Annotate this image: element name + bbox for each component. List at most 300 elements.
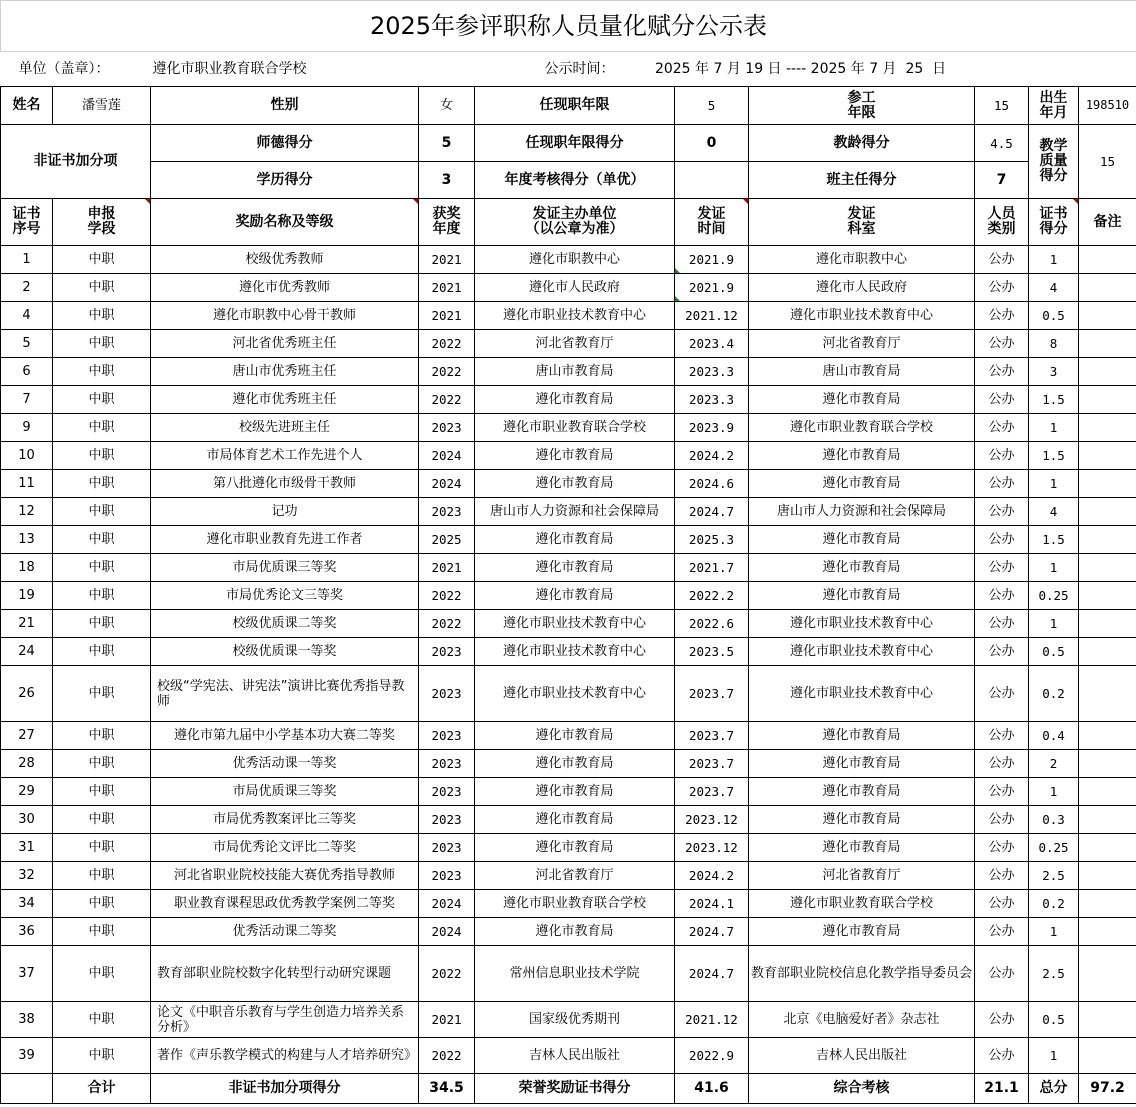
cert-no: 29 [1,778,53,806]
stage: 中职 [53,666,151,722]
table-row [1,778,1136,806]
ethics-value: 5 [419,125,475,162]
issue-date: 2023.12 [675,806,749,834]
remark [1079,274,1136,302]
cert-no: 1 [1,246,53,274]
total-label: 合计 [53,1074,151,1104]
award-year: 2022 [419,946,475,1002]
remark [1079,1038,1136,1074]
cert-score: 1.5 [1029,442,1079,470]
table-row [1,330,1136,358]
name-value: 潘雪莲 [53,87,151,125]
table-row [1,666,1136,722]
unit-label: 单位（盖章）： [1,52,151,87]
cert-score: 1 [1029,554,1079,582]
issue-date: 2021.12 [675,302,749,330]
award-year: 2023 [419,778,475,806]
page-title: 2025年参评职称人员量化赋分公示表 [1,1,1136,52]
issue-date: 2023.9 [675,414,749,442]
stage: 中职 [53,358,151,386]
staff-type: 公办 [975,358,1029,386]
stage: 中职 [53,442,151,470]
stage: 中职 [53,806,151,834]
stage: 中职 [53,834,151,862]
award-year: 2025 [419,526,475,554]
stage: 中职 [53,526,151,554]
award-name: 市局优秀教案评比三等奖 [151,806,419,834]
award-year: 2022 [419,1038,475,1074]
issuer: 遵化市教育局 [475,582,675,610]
issuing-dept: 河北省教育厅 [749,330,975,358]
remark [1079,442,1136,470]
award-year: 2021 [419,274,475,302]
award-year: 2022 [419,358,475,386]
name-label: 姓名 [1,87,53,125]
cert-score: 1 [1029,246,1079,274]
col-header-dept: 发证 科室 [749,199,975,246]
headteacher-label: 班主任得分 [749,162,975,199]
issue-date: 2023.3 [675,358,749,386]
cert-score: 2 [1029,750,1079,778]
award-name: 市局优秀论文三等奖 [151,582,419,610]
cert-score: 1 [1029,414,1079,442]
table-row [1,862,1136,890]
remark [1079,862,1136,890]
issuing-dept: 遵化市教育局 [749,554,975,582]
notice-label: 公示时间： [544,60,615,77]
cert-score: 0.25 [1029,834,1079,862]
cert-no: 7 [1,386,53,414]
award-year: 2024 [419,890,475,918]
award-name: 市局优秀论文评比二等奖 [151,834,419,862]
issuer: 遵化市教育局 [475,470,675,498]
table-row [1,1038,1136,1074]
issuer: 遵化市人民政府 [475,274,675,302]
stage: 中职 [53,414,151,442]
remark [1079,358,1136,386]
issue-date: 2021.9 [675,246,749,274]
issue-date: 2023.7 [675,750,749,778]
issue-date: 2021.9 [675,274,749,302]
table-row [1,750,1136,778]
remark [1079,834,1136,862]
issue-date: 2024.6 [675,470,749,498]
stage: 中职 [53,302,151,330]
gender-value: 女 [419,87,475,125]
seniority-label: 教龄得分 [749,125,975,162]
stage: 中职 [53,610,151,638]
issuing-dept: 教育部职业院校信息化教学指导委员会 [749,946,975,1002]
cert-score: 2.5 [1029,862,1079,890]
table-row [1,946,1136,1002]
cert-score: 8 [1029,330,1079,358]
remark [1079,946,1136,1002]
issue-date: 2023.4 [675,330,749,358]
cert-score: 0.4 [1029,722,1079,750]
sum-label: 总分 [1029,1074,1079,1104]
cert-no: 38 [1,1002,53,1038]
issuing-dept: 遵化市职业教育联合学校 [749,414,975,442]
cert-no: 19 [1,582,53,610]
col-header-award: 奖励名称及等级 [151,199,419,246]
award-name: 河北省优秀班主任 [151,330,419,358]
issuer: 遵化市职业教育联合学校 [475,890,675,918]
cert-score: 0.5 [1029,638,1079,666]
issue-date: 2021.7 [675,554,749,582]
tenure-score-value: 0 [675,125,749,162]
award-year: 2024 [419,470,475,498]
table-row [1,302,1136,330]
issue-date: 2022.2 [675,582,749,610]
staff-type: 公办 [975,806,1029,834]
issuing-dept: 遵化市教育局 [749,722,975,750]
issue-date: 2024.2 [675,862,749,890]
issuer: 国家级优秀期刊 [475,1002,675,1038]
award-name: 遵化市优秀班主任 [151,386,419,414]
table-row [1,470,1136,498]
stage: 中职 [53,946,151,1002]
cert-no: 28 [1,750,53,778]
issuer: 遵化市职业技术教育中心 [475,610,675,638]
tenure-value: 5 [675,87,749,125]
remark [1079,246,1136,274]
cert-score: 4 [1029,274,1079,302]
remark [1079,1002,1136,1038]
award-name: 著作《声乐教学模式的构建与人才培养研究》 [151,1038,419,1074]
award-year: 2023 [419,666,475,722]
issuer: 遵化市职业技术教育中心 [475,302,675,330]
remark [1079,638,1136,666]
cert-no: 6 [1,358,53,386]
cert-no: 5 [1,330,53,358]
award-year: 2024 [419,442,475,470]
remark [1079,498,1136,526]
stage: 中职 [53,862,151,890]
award-name: 校级先进班主任 [151,414,419,442]
remark [1079,778,1136,806]
stage: 中职 [53,498,151,526]
cert-no: 11 [1,470,53,498]
cert-no: 30 [1,806,53,834]
ethics-label: 师德得分 [151,125,419,162]
tenure-score-label: 任现职年限得分 [475,125,675,162]
footer-blank [1,1074,53,1104]
issuing-dept: 遵化市教育局 [749,526,975,554]
stage: 中职 [53,750,151,778]
staff-type: 公办 [975,330,1029,358]
issuer: 遵化市教育局 [475,918,675,946]
issuing-dept: 遵化市职教中心 [749,246,975,274]
issuing-dept: 遵化市教育局 [749,750,975,778]
staff-type: 公办 [975,834,1029,862]
issuer: 遵化市职业技术教育中心 [475,666,675,722]
staff-type: 公办 [975,470,1029,498]
headteacher-value: 7 [975,162,1029,199]
award-year: 2023 [419,498,475,526]
issuing-dept: 遵化市职业技术教育中心 [749,638,975,666]
issuer: 河北省教育厅 [475,862,675,890]
award-year: 2021 [419,1002,475,1038]
issuing-dept: 吉林人民出版社 [749,1038,975,1074]
issue-date: 2024.7 [675,918,749,946]
issue-date: 2024.1 [675,890,749,918]
noncert-total-value: 34.5 [419,1074,475,1104]
cert-no: 32 [1,862,53,890]
staff-type: 公办 [975,414,1029,442]
birth-value: 198510 [1079,87,1136,125]
staff-type: 公办 [975,750,1029,778]
table-row [1,918,1136,946]
issue-date: 2025.3 [675,526,749,554]
cert-score: 1 [1029,918,1079,946]
table-row [1,386,1136,414]
cert-no: 18 [1,554,53,582]
staff-type: 公办 [975,526,1029,554]
staff-type: 公办 [975,666,1029,722]
table-row [1,638,1136,666]
issuing-dept: 遵化市教育局 [749,470,975,498]
col-header-remark: 备注 [1079,199,1136,246]
award-name: 遵化市职教中心骨干教师 [151,302,419,330]
issue-date: 2023.12 [675,834,749,862]
issuer: 遵化市职业技术教育中心 [475,638,675,666]
cert-no: 31 [1,834,53,862]
table-row [1,554,1136,582]
stage: 中职 [53,890,151,918]
award-year: 2023 [419,750,475,778]
award-name: 遵化市第九届中小学基本功大赛二等奖 [151,722,419,750]
remark [1079,414,1136,442]
stage: 中职 [53,722,151,750]
issuing-dept: 遵化市职业教育联合学校 [749,890,975,918]
cert-no: 26 [1,666,53,722]
issuing-dept: 遵化市教育局 [749,778,975,806]
cert-score: 1.5 [1029,526,1079,554]
stage: 中职 [53,1038,151,1074]
sum-value: 97.2 [1079,1074,1136,1104]
issue-date: 2024.7 [675,498,749,526]
remark [1079,386,1136,414]
cert-score: 0.25 [1029,582,1079,610]
cert-no: 12 [1,498,53,526]
stage: 中职 [53,918,151,946]
cert-score: 2.5 [1029,946,1079,1002]
annual-value [675,162,749,199]
honor-total-value: 41.6 [675,1074,749,1104]
award-year: 2023 [419,806,475,834]
award-name: 记功 [151,498,419,526]
award-year: 2021 [419,246,475,274]
award-year: 2024 [419,918,475,946]
stage: 中职 [53,582,151,610]
issue-date: 2024.2 [675,442,749,470]
staff-type: 公办 [975,582,1029,610]
edu-label: 学历得分 [151,162,419,199]
unit-name: 遵化市职业教育联合学校 [151,52,475,87]
table-row [1,526,1136,554]
cert-score: 0.2 [1029,890,1079,918]
staff-type: 公办 [975,1038,1029,1074]
issuer: 遵化市教育局 [475,554,675,582]
remark [1079,554,1136,582]
remark [1079,722,1136,750]
issuing-dept: 遵化市人民政府 [749,274,975,302]
issue-date: 2024.7 [675,946,749,1002]
honor-total-label: 荣誉奖励证书得分 [475,1074,675,1104]
staff-type: 公办 [975,442,1029,470]
staff-type: 公办 [975,890,1029,918]
table-row [1,890,1136,918]
remark [1079,330,1136,358]
cert-no: 27 [1,722,53,750]
cert-no: 10 [1,442,53,470]
award-name: 第八批遵化市级骨干教师 [151,470,419,498]
award-name: 遵化市职业教育先进工作者 [151,526,419,554]
cert-score: 0.3 [1029,806,1079,834]
footer-row [1,1074,1136,1104]
staff-type: 公办 [975,638,1029,666]
award-name: 唐山市优秀班主任 [151,358,419,386]
cert-no: 34 [1,890,53,918]
work-years-value: 15 [975,87,1029,125]
col-header-no: 证书 序号 [1,199,53,246]
award-name: 校级优质课二等奖 [151,610,419,638]
award-year: 2022 [419,582,475,610]
seniority-value: 4.5 [975,125,1029,162]
issuing-dept: 遵化市职业技术教育中心 [749,302,975,330]
cert-no: 36 [1,918,53,946]
issuer: 遵化市教育局 [475,750,675,778]
table-row [1,246,1136,274]
column-headers [1,199,1136,246]
remark [1079,750,1136,778]
col-header-stage: 申报 学段 [53,199,151,246]
cert-no: 37 [1,946,53,1002]
issue-date: 2021.12 [675,1002,749,1038]
header-table [0,0,1136,86]
issuer: 遵化市教育局 [475,386,675,414]
staff-type: 公办 [975,386,1029,414]
issuing-dept: 遵化市职业技术教育中心 [749,666,975,722]
issuer: 吉林人民出版社 [475,1038,675,1074]
issuing-dept: 遵化市教育局 [749,386,975,414]
issuer: 遵化市职业教育联合学校 [475,414,675,442]
cert-no: 13 [1,526,53,554]
table-row [1,358,1136,386]
award-name: 论文《中职音乐教育与学生创造力培养关系分析》 [151,1002,419,1038]
stage: 中职 [53,330,151,358]
tenure-label: 任现职年限 [475,87,675,125]
col-header-date: 发证 时间 [675,199,749,246]
issuer: 遵化市教育局 [475,834,675,862]
table-row [1,1002,1136,1038]
table-row [1,442,1136,470]
stage: 中职 [53,246,151,274]
remark [1079,470,1136,498]
staff-type: 公办 [975,498,1029,526]
issuer: 常州信息职业技术学院 [475,946,675,1002]
issuer: 遵化市教育局 [475,526,675,554]
issue-date: 2023.7 [675,666,749,722]
staff-type: 公办 [975,554,1029,582]
cert-score: 4 [1029,498,1079,526]
notice-range: 2025 年 7 月 19 日 ---- 2025 年 7 月 25 日 [654,60,947,77]
table-row [1,498,1136,526]
issuing-dept: 遵化市职业技术教育中心 [749,610,975,638]
remark [1079,806,1136,834]
cert-score: 0.5 [1029,302,1079,330]
cert-no: 21 [1,610,53,638]
issuer: 遵化市职教中心 [475,246,675,274]
table-row [1,834,1136,862]
award-name: 市局体育艺术工作先进个人 [151,442,419,470]
staff-type: 公办 [975,722,1029,750]
issuer: 遵化市教育局 [475,442,675,470]
issue-date: 2023.7 [675,722,749,750]
remark [1079,610,1136,638]
award-name: 市局优质课三等奖 [151,554,419,582]
birth-label: 出生 年月 [1029,87,1079,125]
remark [1079,582,1136,610]
stage: 中职 [53,638,151,666]
staff-type: 公办 [975,862,1029,890]
award-name: 优秀活动课一等奖 [151,750,419,778]
award-name: 遵化市优秀教师 [151,274,419,302]
staff-type: 公办 [975,302,1029,330]
award-year: 2021 [419,302,475,330]
remark [1079,526,1136,554]
award-rows [1,246,1136,1074]
stage: 中职 [53,1002,151,1038]
award-year: 2022 [419,386,475,414]
staff-type: 公办 [975,1002,1029,1038]
cert-score: 1 [1029,610,1079,638]
issuer: 河北省教育厅 [475,330,675,358]
issuer: 唐山市人力资源和社会保障局 [475,498,675,526]
cert-no: 4 [1,302,53,330]
noncert-label: 非证书加分项 [1,125,151,199]
edu-value: 3 [419,162,475,199]
award-year: 2021 [419,554,475,582]
stage: 中职 [53,554,151,582]
cert-score: 1 [1029,1038,1079,1074]
cert-no: 24 [1,638,53,666]
remark [1079,918,1136,946]
issuer: 唐山市教育局 [475,358,675,386]
annual-label: 年度考核得分（单优） [475,162,675,199]
award-year: 2022 [419,330,475,358]
award-name: 市局优质课三等奖 [151,778,419,806]
cert-no: 2 [1,274,53,302]
issuing-dept: 遵化市教育局 [749,918,975,946]
stage: 中职 [53,470,151,498]
work-years-label: 参工 年限 [749,87,975,125]
remark [1079,666,1136,722]
cert-score: 3 [1029,358,1079,386]
award-year: 2023 [419,722,475,750]
staff-type: 公办 [975,610,1029,638]
cert-no: 39 [1,1038,53,1074]
table-row [1,274,1136,302]
table-row [1,582,1136,610]
stage: 中职 [53,274,151,302]
issuing-dept: 遵化市教育局 [749,806,975,834]
cert-score: 1 [1029,470,1079,498]
issuing-dept: 遵化市教育局 [749,582,975,610]
award-year: 2023 [419,862,475,890]
staff-type: 公办 [975,274,1029,302]
cert-score: 0.5 [1029,1002,1079,1038]
